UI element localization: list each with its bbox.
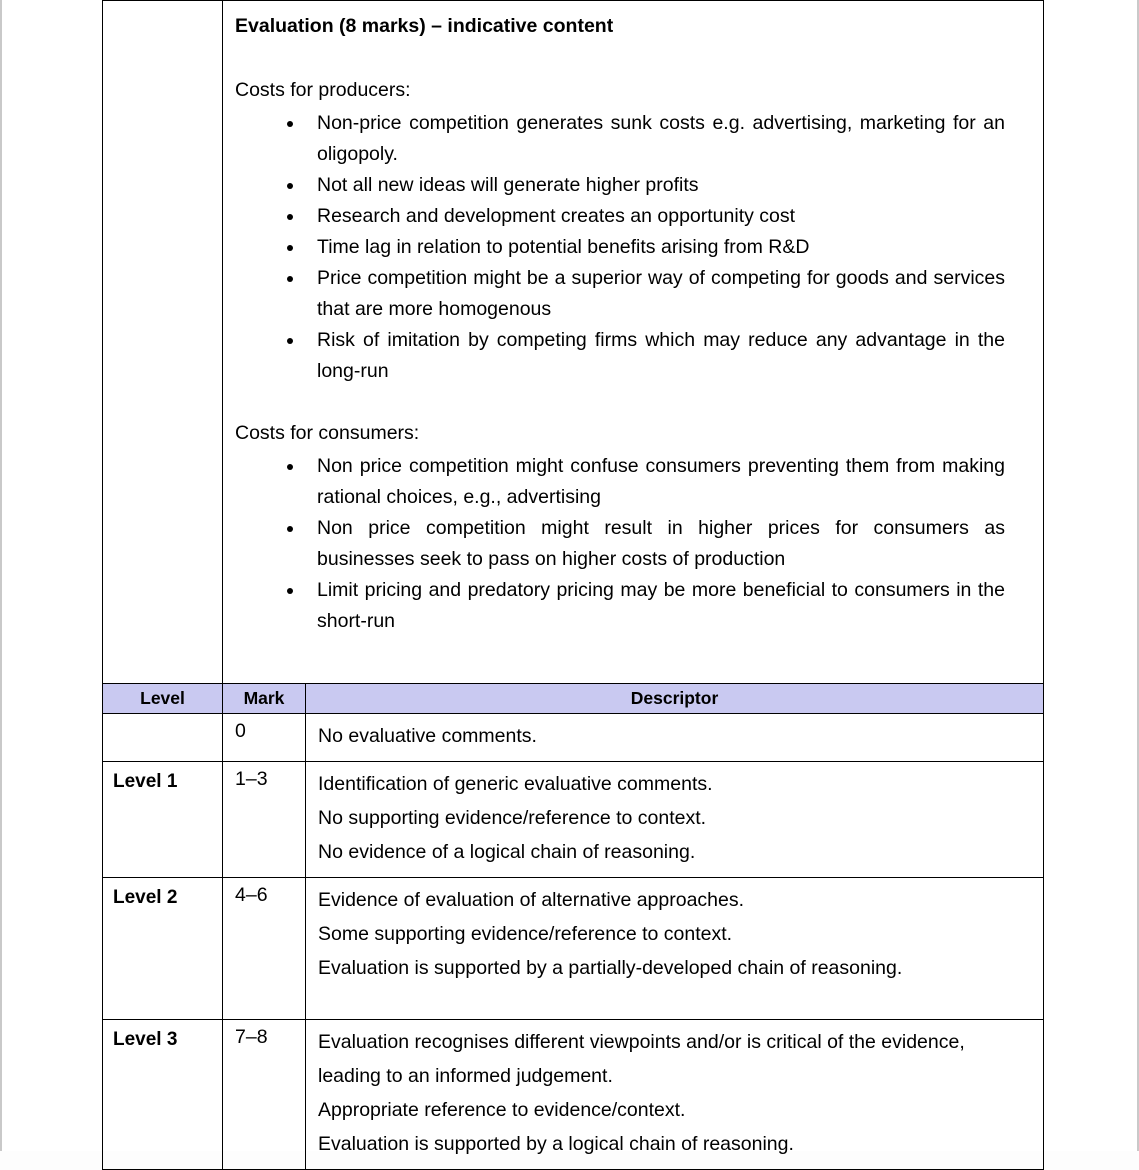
- descriptor-cell: [306, 714, 1044, 762]
- header-mark: Mark: [223, 684, 306, 714]
- descriptor-line: Evidence of evaluation of alternative approaches.: [318, 889, 745, 911]
- descriptor-line: Appropriate reference to evidence/context.: [318, 1099, 686, 1121]
- descriptor-cell: [306, 878, 1044, 1020]
- header-descriptor: Descriptor: [306, 684, 1044, 714]
- descriptor-line: Evaluation is supported by a logical chain of reasoning.: [318, 1133, 794, 1155]
- descriptor-line: No evidence of a logical chain of reasoning.: [318, 841, 696, 863]
- mark-value: 4–6: [223, 878, 306, 1020]
- descriptor-cell: [306, 1020, 1044, 1170]
- indicative-content-row: [103, 1, 1044, 684]
- bullet-item: • Limit pricing and predatory pricing may be more beneficial to consumers in the short-run: [305, 575, 1005, 637]
- bullet-item: • Time lag in relation to potential benefits arising from R&D: [305, 232, 1005, 263]
- descriptor-line: No evaluative comments.: [318, 725, 537, 747]
- bullet-item: • Research and development creates an opportunity cost: [305, 201, 1005, 232]
- level-row-0: [103, 714, 1044, 762]
- bullet-item: • Risk of imitation by competing firms which may reduce any advantage in the long-run: [305, 325, 1005, 387]
- level-label: Level 2: [103, 878, 223, 1020]
- descriptor-line: Some supporting evidence/reference to context.: [318, 923, 733, 945]
- section-heading-consumers: Costs for consumers:: [235, 422, 420, 444]
- bullet-item: • Non-price competition generates sunk costs e.g. advertising, marketing for an oligopoly.: [305, 108, 1005, 170]
- indicative-title: Evaluation (8 marks) – indicative content: [235, 15, 614, 37]
- mark-value: 1–3: [223, 762, 306, 878]
- bullet-item: • Non price competition might confuse consumers preventing them from making rational choices, e.g., advertising: [305, 451, 1005, 513]
- consumers-bullet-list: [235, 451, 1025, 637]
- empty-level-cell: [103, 1, 223, 684]
- mark-scheme-table: [102, 0, 1044, 1170]
- levels-header-row: [103, 684, 1044, 714]
- level-label: Level 3: [103, 1020, 223, 1170]
- descriptor-cell: [306, 762, 1044, 878]
- bullet-item: • Price competition might be a superior way of competing for goods and services that are more homogenous: [305, 263, 1005, 325]
- bullet-item: • Non price competition might result in higher prices for consumers as businesses seek to pass on higher costs of production: [305, 513, 1005, 575]
- level-row-1: [103, 762, 1044, 878]
- section-heading-producers: Costs for producers:: [235, 79, 411, 101]
- bullet-item: • Not all new ideas will generate higher profits: [305, 170, 1005, 201]
- level-label: [103, 714, 223, 762]
- descriptor-line: No supporting evidence/reference to context.: [318, 807, 707, 829]
- mark-value: 0: [223, 714, 306, 762]
- level-label: Level 1: [103, 762, 223, 878]
- header-level: Level: [103, 684, 223, 714]
- level-row-2: [103, 878, 1044, 1020]
- descriptor-line: Evaluation is supported by a partially-developed chain of reasoning.: [318, 957, 903, 979]
- descriptor-line: Identification of generic evaluative comments.: [318, 773, 713, 795]
- descriptor-line: Evaluation recognises different viewpoints and/or is critical of the evidence, leading to an informed judgement.: [318, 1031, 965, 1087]
- indicative-content-cell: [223, 1, 1044, 684]
- producers-bullet-list: [235, 108, 1025, 387]
- mark-value: 7–8: [223, 1020, 306, 1170]
- level-row-3: [103, 1020, 1044, 1170]
